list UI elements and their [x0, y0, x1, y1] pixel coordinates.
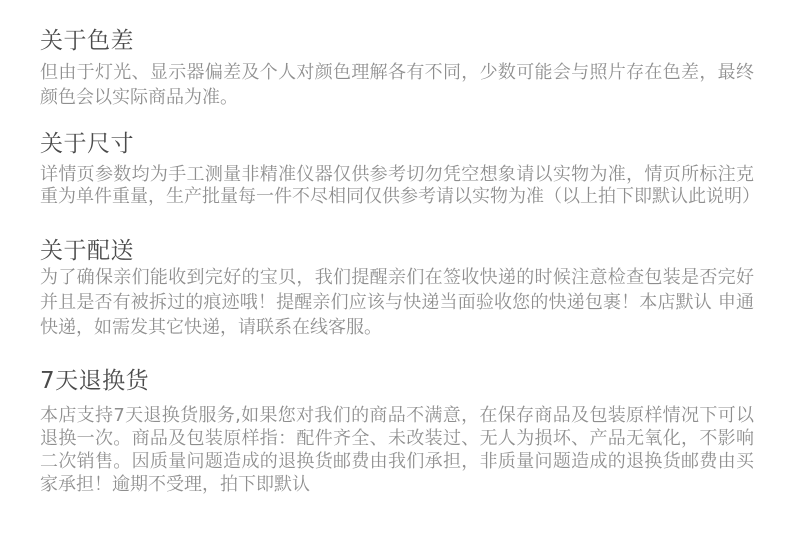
paragraph-size: 详情页参数均为手工测量非精准仪器仅供参考切勿凭空想象请以实物为准，情页所标注克重为单件重量，生产批量每一件不尽相同仅供参考请以实物为准（以上拍下即默认此说明） — [40, 164, 760, 207]
paragraph-seven-day-return: 本店支持7天退换货服务,如果您对我们的商品不满意，在保存商品及包装原样情况下可以退换一次。商品及包装原样指：配件齐全、未改装过、无人为损坏、产品无氧化，不影响二次销售。因质量问题造成的退换货邮费由我们承担，非质量问题造成的退换货邮费由买家承担！逾期不受理，拍下即默认 — [40, 405, 754, 495]
paragraph-delivery: 为了确保亲们能收到完好的宝贝，我们提醒亲们在签收快递的时候注意检查包装是否完好并且是否有被拆过的痕迹哦！提醒亲们应该与快递当面验收您的快递包裹！本店默认 申通快递，如需发其它快递，请联系在线客服。 — [40, 267, 754, 338]
section-title-seven-day-return: 7天退换货 — [40, 368, 150, 394]
section-title-size: 关于尺寸 — [40, 131, 134, 157]
section-title-delivery: 关于配送 — [40, 238, 134, 264]
paragraph-color-difference: 但由于灯光、显示器偏差及个人对颜色理解各有不同，少数可能会与照片存在色差，最终颜色会以实际商品为准。 — [40, 62, 754, 108]
section-title-color-difference: 关于色差 — [40, 28, 134, 54]
